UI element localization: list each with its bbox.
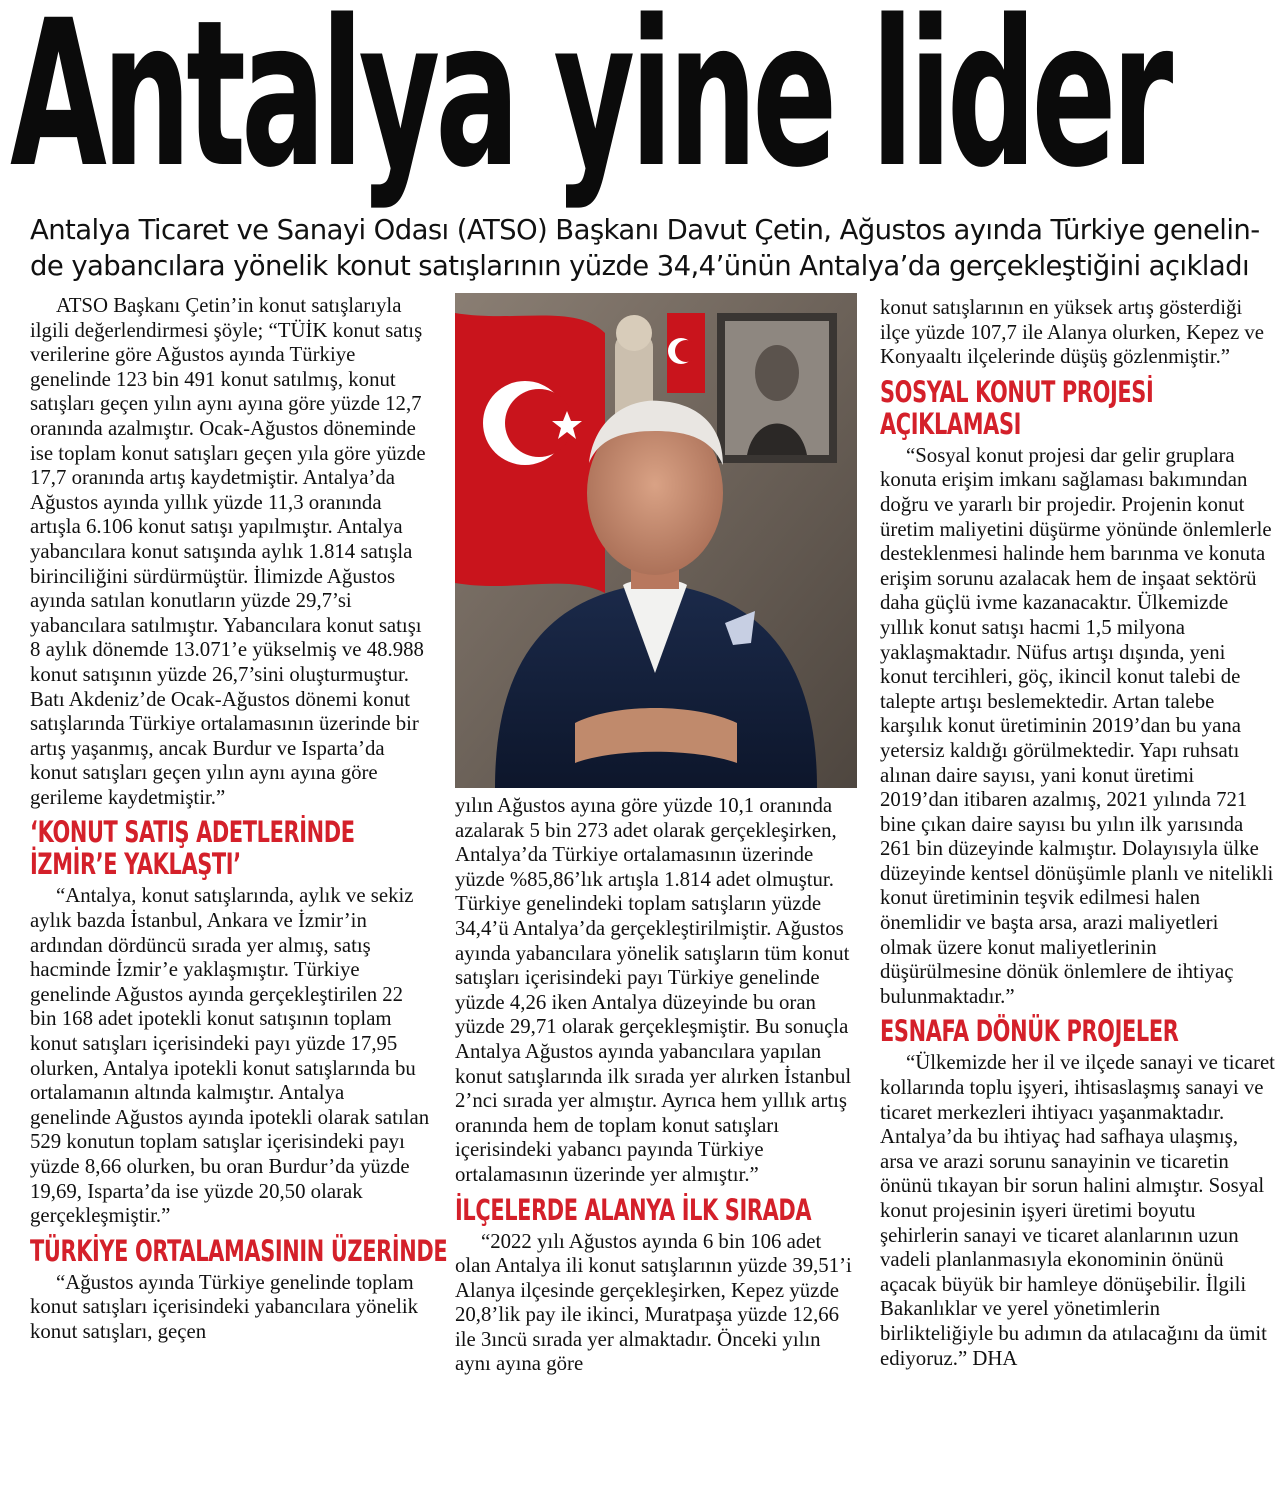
subheading-line: SOSYAL KONUT PROJESİ [880, 374, 1154, 409]
subheading-line: AÇIKLAMASI [880, 406, 1022, 441]
paragraph: ATSO Başkanı Çetin’in konut satışlarıyla ilgili değerlendirmesi şöyle; “TÜİK konut satış verilerine göre Ağustos ayında Türkiye genelinde 123 bin 491 konut satılmış, konut satışları geçen yılın aynı ayına göre yüzde 12,7 oranında azalmıştır. Ocak-Ağustos döneminde ise toplam konut satışları geçen yıla göre yüzde 17,7 oranında artış kaydetmiştir. Antalya’da Ağustos ayında yıllık yüzde 11,3 oranında artışla 6.106 konut satışı yapılmıştır. Antalya yabancılara konut satışında aylık 1.814 satışla birinciliğini sürdürmüştür. İlimizde Ağustos ayında satılan konutların yüzde 29,7’si yabancılara satılmıştır. Yabancılara konut satışı 8 aylık dönemde 13.071’e yükselmiş ve 48.988 konut satışının yüzde 26,7’sini oluşturmuştur. Batı Akdeniz’de Ocak-Ağustos dönemi konut satışlarında Türkiye ortalamasının üzerinde bir artış yaşanmış, ancak Burdur ve Isparta’da konut satışları geçen yılın aynı ayına göre gerileme kaydetmiştir.” [30, 294, 426, 809]
headline: Antalya yine lider [10, 0, 1169, 212]
subheading-line: İZMİR’E YAKLAŞTI’ [30, 847, 241, 882]
paragraph: “Ülkemizde her il ve ilçede sanayi ve ticaret kollarında toplu işyeri, ihtisaslaşmış sanayi ve ticaret merkezleri ihtiyacı yaşanmaktadır. Antalya’da bu ihtiyaç had safhaya ulaşmış, arsa ve arazi sorunu sanayinin ve ticaretin önünü tıkayan bir sorun halini almıştır. Sosyal konut projesinin işyeri üretimi boyutu şehirlerin sanayi ve ticaret alanlarının uzun vadeli planlanmasıyla ekonominin önünü açacak büyük bir hamleye dönüşebilir. İlgili Bakanlıklar ve yerel yönetimlerin birlikteliğiyle bu adımın da atılacağını da ümit ediyoruz.” DHA [880, 1051, 1275, 1370]
paragraph: yılın Ağustos ayına göre yüzde 10,1 oranında azalarak 5 bin 273 adet olarak gerçekleşirken, Antalya’da Türkiye ortalamasının üzerinde yüzde %85,86’lık artışla 1.814 adet olmuştur. Türkiye genelindeki toplam satışların yüzde 34,4’ü Antalya’da gerçekleştirilmiştir. Ağustos ayında yabancılara yönelik satışların tüm konut satışları içerisindeki payı Türkiye genelinde yüzde 4,26 iken Antalya düzeyinde bu oran yüzde 29,71 olarak gerçekleşmiştir. Bu sonuçla Antalya Ağustos ayında yabancılara yapılan konut satışlarında ilk sırada yer alırken İstanbul 2’nci sırada yer almıştır. Ayrıca hem yıllık artış oranında hem de toplam konut satışları içerisindeki yabancı payında Türkiye ortalamasının üzerinde yer almıştır.” [455, 794, 852, 1186]
paragraph: “2022 yılı Ağustos ayında 6 bin 106 adet olan Antalya ili konut satışlarının yüzde 39,51’i Alanya ilçesinde gerçekleşirken, Kepez yüzde 20,8’lik pay ile ikinci, Muratpaşa yüzde 12,66 ile 3ıncü sırada yer almaktadır. Önceki yılın aynı ayına göre [455, 1229, 852, 1376]
subheading-turkiye-ortalamasi: TÜRKİYE ORTALAMASININ ÜZERİNDE [30, 1233, 448, 1268]
article-column-1 [30, 294, 448, 1345]
article-column-2 [455, 794, 860, 1377]
deck-subtitle: Antalya Ticaret ve Sanayi Odası (ATSO) Başkanı Davut Çetin, Ağustos ayında Türkiye genelin-de yabancılara yönelik konut satışlarının yüzde 34,4’ünün Antalya’da gerçekleştiğini açıkladı [30, 214, 1260, 282]
portrait-photo [455, 293, 857, 788]
paragraph: konut satışlarının en yüksek artış gösterdiği ilçe yüzde 107,7 ile Alanya olurken, Kepez ve Konyaaltı ilçelerinde düşüş gözlenmiştir.” [880, 296, 1265, 369]
paragraph: “Sosyal konut projesi dar gelir gruplara konuta erişim imkanı sağlaması bakımından doğru ve yararlı bir projedir. Projenin konut üretim maliyetini düşürme yönünde önlemlerle desteklenmesi halinde hem barınma ve konuta erişim sorunu azalacak hem de inşaat sektörü daha güçlü ivme kazanacaktır. Ülkemizde yıllık konut satışı hacmi 1,5 milyona yaklaşmaktadır. Nüfus artışı dışında, yeni konut tercihleri, göç, ikincil konut talebi de talepte artışı beslemektedir. Artan talebe karşılık konut üretiminin 2019’dan bu yana yetersiz kaldığı görülmektedir. Yapı ruhsatı alınan daire sayısı, yani konut üretimi 2019’dan itibaren azalmış, 2021 yılında 721 bine çıkan daire sayısı bu yılın ilk yarısında 261 bin düzeyinde kalmıştır. Dolayısıyla ülke düzeyinde kentsel dönüşümle planlı ve nitelikli konut üretiminin teşvik edilmesi halen önemlidir ve başta arsa, arazi maliyetleri olmak üzere konut maliyetlerinin düşürülmesine dönük önlemlere de ihtiyaç bulunmaktadır.” [880, 443, 1274, 1008]
subheading-konut-satis [30, 815, 355, 882]
subheading-line: ‘KONUT SATIŞ ADETLERİNDE [30, 815, 355, 850]
paragraph: “Antalya, konut satışlarında, aylık ve sekiz aylık bazda İstanbul, Ankara ve İzmir’in ardından dördüncü sırada yer almış, satış hacminde İzmir’e yaklaşmıştır. Türkiye genelinde Ağustos ayında gerçekleştirilen 22 bin 168 adet ipotekli konut satışının toplam konut satışları içerisindeki payı yüzde 17,95 olurken, Antalya ipotekli konut satışlarında bu ortalamanın altında kalmıştır. Antalya genelinde Ağustos ayında ipotekli olarak satılan 529 konutun toplam satışlar içerisindeki payı yüzde 8,66 olurken, bu oran Burdur’da yüzde 19,69, Isparta’da ise yüzde 20,50 olarak gerçekleşmiştir.” [30, 884, 430, 1228]
article-column-3 [880, 296, 1275, 1371]
subheading-sosyal-konut [880, 376, 1164, 440]
paragraph: “Ağustos ayında Türkiye genelinde toplam konut satışları içerisindeki yabancılara yönelik konut satışları, geçen [30, 1270, 419, 1343]
subheading-ilceler: İLÇELERDE ALANYA İLK SIRADA [455, 1192, 812, 1227]
subheading-esnaf: ESNAFA DÖNÜK PROJELER [880, 1014, 1179, 1049]
